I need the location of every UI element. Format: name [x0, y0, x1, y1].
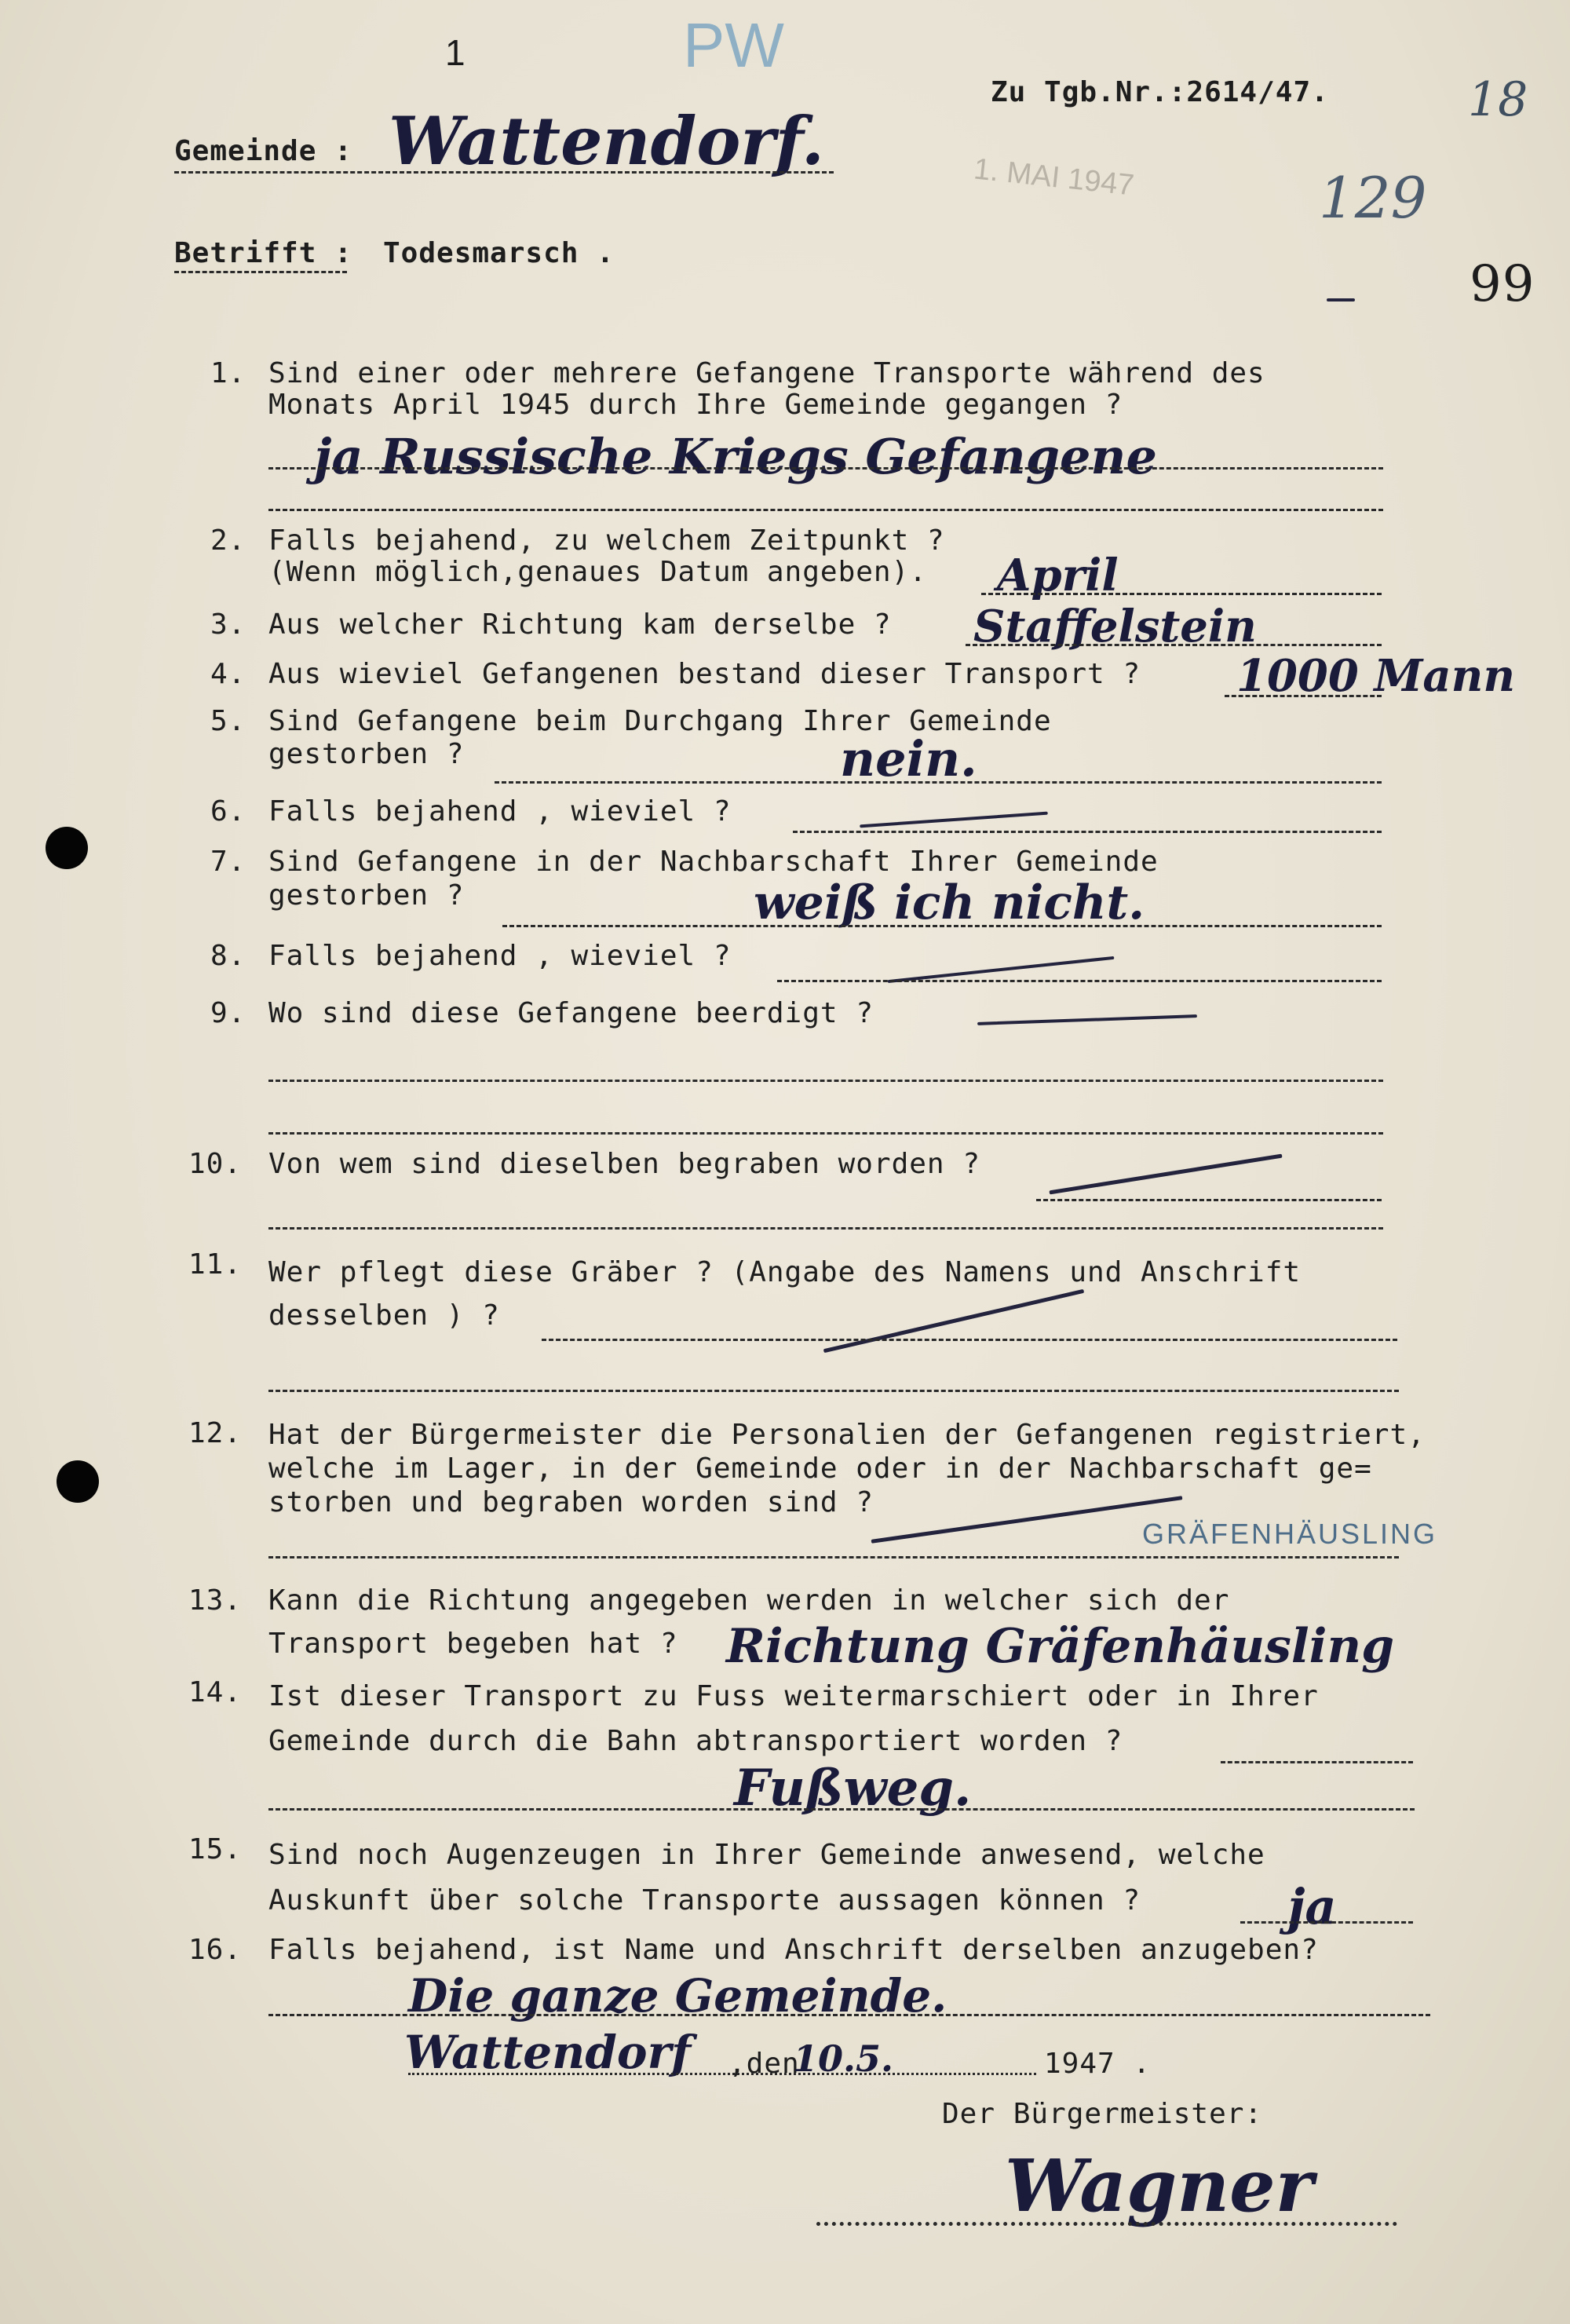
question-2-text: (Wenn möglich,genaues Datum angeben). [268, 556, 927, 588]
question-13-text: Kann die Richtung angegeben werden in welcher sich der [268, 1584, 1230, 1617]
answer-line-11 [542, 1339, 1397, 1341]
betrifft-underline [174, 271, 347, 273]
answer-7: weiß ich nicht. [754, 875, 1145, 930]
question-15-text: Auskunft über solche Transporte aussagen können ? [268, 1884, 1141, 1917]
question-12-text: Hat der Bürgermeister die Personalien der Gefangenen registriert, [268, 1419, 1426, 1451]
question-12-text: storben und begraben worden sind ? [268, 1486, 874, 1518]
question-16-text: Falls bejahend, ist Name und Anschrift derselben anzugeben? [268, 1934, 1319, 1966]
answer-6-dash [860, 812, 1048, 828]
answer-5: nein. [840, 730, 977, 787]
answer-10-dash [1049, 1154, 1282, 1195]
question-7-number: 7. [210, 846, 246, 878]
signature-dotted-line [816, 2222, 1397, 2226]
answer-line-14 [1221, 1761, 1413, 1763]
question-6-number: 6. [210, 795, 246, 828]
question-7-text: Sind Gefangene in der Nachbarschaft Ihrer Gemeinde [268, 846, 1159, 878]
answer-line-1 [268, 467, 1383, 470]
dash-mark [1327, 298, 1355, 301]
question-9-text: Wo sind diese Gefangene beerdigt ? [268, 997, 874, 1029]
date-den: ,den [728, 2048, 800, 2080]
answer-line-16 [268, 2014, 1430, 2016]
question-6-text: Falls bejahend , wieviel ? [268, 795, 732, 828]
question-14-text: Ist dieser Transport zu Fuss weitermarschiert oder in Ihrer [268, 1680, 1319, 1712]
answer-13: Richtung Gräfenhäusling [726, 1619, 1395, 1674]
answer-line-9b [268, 1132, 1383, 1135]
answer-line-11b [268, 1390, 1399, 1392]
answer-12-dash [871, 1496, 1183, 1544]
betrifft-label: Betrifft : [174, 237, 352, 269]
gemeinde-label: Gemeinde : [174, 135, 352, 167]
received-stamp: 1. MAI 1947 [972, 152, 1136, 203]
question-1-number: 1. [210, 357, 246, 389]
question-1-text: Sind einer oder mehrere Gefangene Transporte während des [268, 357, 1265, 389]
question-1-text: Monats April 1945 durch Ihre Gemeinde gegangen ? [268, 389, 1123, 421]
question-11-text: desselben ) ? [268, 1299, 500, 1332]
page-number: 99 [1470, 255, 1535, 313]
answer-15: ja [1287, 1878, 1337, 1935]
answer-16: Die ganze Gemeinde. [408, 1969, 947, 2023]
answer-11-dash [823, 1289, 1084, 1353]
question-13-number: 13. [188, 1584, 243, 1617]
answer-4: 1000 Mann [1236, 650, 1516, 702]
question-5-text: Sind Gefangene beim Durchgang Ihrer Gemeinde [268, 705, 1052, 737]
question-4-number: 4. [210, 658, 246, 690]
answer-line-5 [495, 781, 1382, 784]
answer-14: Fußweg. [734, 1759, 972, 1818]
answer-line-15 [1240, 1921, 1413, 1924]
question-14-number: 14. [188, 1676, 243, 1708]
betrifft-value: Todesmarsch . [383, 237, 615, 269]
pencil-number: 129 [1319, 165, 1427, 231]
answer-3: Staffelstein [973, 601, 1257, 652]
question-4-text: Aus wieviel Gefangenen bestand dieser Transport ? [268, 658, 1141, 690]
gemeinde-name: Wattendorf. [389, 102, 824, 180]
question-13-text: Transport begeben hat ? [268, 1628, 678, 1660]
question-10-text: Von wem sind dieselben begraben worden ? [268, 1148, 980, 1180]
answer-1: ja Russische Kriegs Gefangene [314, 428, 1157, 485]
answer-line-14b [268, 1808, 1415, 1811]
reference-number: Zu Tgb.Nr.:2614/47. [991, 76, 1329, 108]
question-2-text: Falls bejahend, zu welchem Zeitpunkt ? [268, 524, 945, 557]
date-dotted-line [408, 2073, 1036, 2075]
folio-number: 18 [1468, 72, 1528, 127]
mayor-signature: Wagner [1005, 2143, 1314, 2228]
answer-line-6 [793, 831, 1382, 833]
answer-line-10b [268, 1227, 1383, 1230]
tick-mark: 1 [445, 32, 466, 73]
question-7-text: gestorben ? [268, 879, 465, 912]
question-9-number: 9. [210, 997, 246, 1029]
question-5-number: 5. [210, 705, 246, 737]
question-12-text: welche im Lager, in der Gemeinde oder in der Nachbarschaft ge= [268, 1452, 1372, 1485]
answer-2: April [997, 550, 1119, 601]
answer-line-3 [966, 644, 1382, 646]
question-15-text: Sind noch Augenzeugen in Ihrer Gemeinde anwesend, welche [268, 1839, 1265, 1871]
place-signature: Wattendorf [404, 2026, 692, 2079]
answer-line-8 [777, 980, 1382, 982]
answer-line-7 [502, 925, 1382, 927]
question-5-text: gestorben ? [268, 738, 465, 770]
question-12-number: 12. [188, 1417, 243, 1449]
question-3-number: 3. [210, 608, 246, 641]
answer-line-9 [268, 1080, 1383, 1082]
question-8-text: Falls bejahend , wieviel ? [268, 940, 732, 972]
gemeinde-underline [174, 171, 834, 174]
question-11-number: 11. [188, 1248, 243, 1281]
question-3-text: Aus welcher Richtung kam derselbe ? [268, 608, 892, 641]
answer-line-1b [268, 509, 1383, 511]
answer-9-dash [977, 1014, 1197, 1025]
answer-line-12 [268, 1556, 1399, 1558]
question-8-number: 8. [210, 940, 246, 972]
question-16-number: 16. [188, 1934, 243, 1966]
answer-line-2 [981, 593, 1382, 595]
answer-line-4 [1225, 695, 1382, 697]
date-year: 1947 . [1044, 2048, 1152, 2080]
question-11-text: Wer pflegt diese Gräber ? (Angabe des Namens und Anschrift [268, 1256, 1302, 1288]
question-15-number: 15. [188, 1833, 243, 1865]
punch-hole-top [46, 827, 88, 869]
punch-hole-bottom [57, 1460, 99, 1503]
answer-12: GRÄFENHÄUSLING [1142, 1518, 1438, 1550]
question-2-number: 2. [210, 524, 246, 557]
stamp-pw: PW [683, 10, 784, 80]
question-14-text: Gemeinde durch die Bahn abtransportiert worden ? [268, 1725, 1123, 1757]
date-handwritten: 10.5. [793, 2037, 894, 2080]
signatory-title: Der Bürgermeister: [942, 2098, 1263, 2130]
answer-line-10 [1036, 1199, 1382, 1201]
answer-8-dash [888, 956, 1115, 983]
question-10-number: 10. [188, 1148, 243, 1180]
